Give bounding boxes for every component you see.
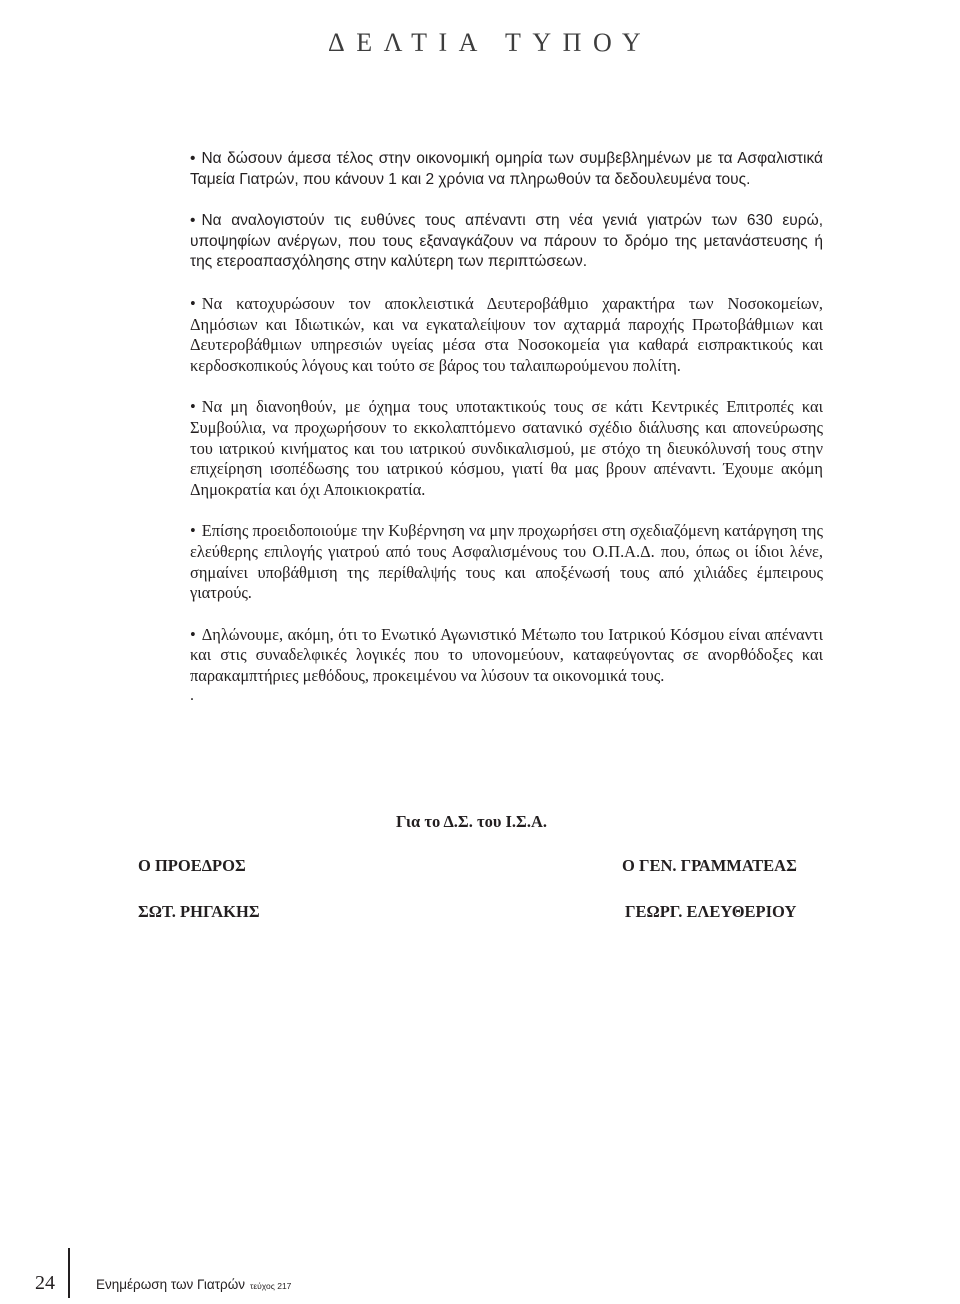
issue-number: τεύχος 217 xyxy=(250,1281,292,1291)
bullet-paragraph xyxy=(190,521,823,603)
president-title: Ο ΠΡΟΕΔΡΟΣ xyxy=(138,856,246,875)
secretary-name: ΓΕΩΡΓ. ΕΛΕΥΘΕΡΙΟΥ xyxy=(625,902,797,921)
signature-on-behalf: Για το Δ.Σ. του Ι.Σ.Α. xyxy=(396,812,548,831)
bullet-text: Επίσης προειδοποιούμε την Κυβέρνηση να μην προχωρήσει στη σχεδιαζόμενη κατάργηση της ελεύθερης επιλογής γιατρού από τους Ασφαλισμένους του Ο.Π.Α.Δ. που, όπως οι ίδιοι λένε, σημαίνει υποβάθμιση της περίθαλψής τους και αποξένωσή τους από χιλιάδες έμπειρους γιατρούς. xyxy=(190,521,823,603)
publication-title: Ενημέρωση των Γιατρών xyxy=(96,1277,246,1292)
bullet-text: Να κατοχυρώσουν τον αποκλειστικά Δευτεροβάθμιο χαρακτήρα των Νοσοκομείων, Δημόσιων και Ιδιωτικών, και να εγκαταλείψουν τον αχταρμά παροχής Πρωτοβάθμιων και Δευτεροβάθμιων υπηρεσιών υγείας μέσα στα Νοσοκομεία για καθαρά εισπρακτικούς και κερδοσκοπικούς λόγους και τούτο σε βάρος του ταλαιπωρούμενου πολίτη. xyxy=(190,293,823,375)
secretary-title: Ο ΓΕΝ. ΓΡΑΜΜΑΤΕΑΣ xyxy=(622,856,797,875)
page-number: 24 xyxy=(35,1272,55,1294)
bullet-paragraph xyxy=(190,294,823,376)
bullet-icon: • xyxy=(190,397,196,417)
page-footer xyxy=(0,1246,960,1304)
bullet-text: Να δώσουν άμεσα τέλος στην οικονομική ομηρία των συμβεβλημένων με τα Ασφαλιστικά Ταμεία Γιατρών, που κάνουν 1 και 2 χρόνια να πληρωθούν τα δεδουλευμένα τους. xyxy=(190,150,823,188)
president-name: ΣΩΤ. ΡΗΓΑΚΗΣ xyxy=(138,902,260,921)
bullet-text: Να αναλογιστούν τις ευθύνες τους απέναντι στη νέα γενιά γιατρών των 630 ευρώ, υποψηφίων ανέργων, που τους εξαναγκάζουν να πάρουν το δρόμο της μετανάστευσης ή της ετεροαπασχόλησης στην καλύτερη των περιπτώσεων. xyxy=(190,212,823,271)
bullet-icon: • xyxy=(190,624,196,644)
bullet-text: Να μη διανοηθούν, με όχημα τους υποτακτικούς τους σε κάτι Κεντρικές Επιτροπές και Συμβούλια, να προχωρήσουν το εκκολαπτόμενο σατανικό σχέδιο διάλυσης και απονεύρωσης του ιατρικού κινήματος και του ιατρικού συνδικαλισμού, με στόχο τη διευκόλυνσή τους στην επιχείρηση ισοπέδωσης του ιατρικού κόσμου, γιατί θα μας βρουν απέναντι. Έχουμε ακόμη Δημοκρατία και όχι Αποικιοκρατία. xyxy=(190,397,823,499)
page-section-title: ΔΕΛΤΙΑ ΤΥΠΟΥ xyxy=(328,28,653,57)
bullet-icon: • xyxy=(190,212,196,230)
press-release-body xyxy=(190,149,823,706)
stray-dot: . xyxy=(190,687,194,705)
bullet-text: Δηλώνουμε, ακόμη, ότι το Ενωτικό Αγωνιστικό Μέτωπο του Ιατρικού Κόσμου είναι απέναντι και στις συναδελφικές λογικές που το υπονομεύουν, καταφεύγοντας σε ανορθόδοξες και παρακαμπτήριες μεθόδους, προκειμένου να λύσουν τα οικονομικά τους. xyxy=(190,624,823,685)
publication-name xyxy=(96,1277,291,1292)
bullet-icon: • xyxy=(190,521,196,541)
bullet-icon: • xyxy=(190,293,196,313)
footer-divider xyxy=(68,1248,70,1298)
bullet-paragraph xyxy=(190,625,823,687)
bullet-icon: • xyxy=(190,150,196,167)
bullet-paragraph xyxy=(190,149,823,190)
bullet-paragraph xyxy=(190,397,823,500)
bullet-paragraph xyxy=(190,211,823,273)
